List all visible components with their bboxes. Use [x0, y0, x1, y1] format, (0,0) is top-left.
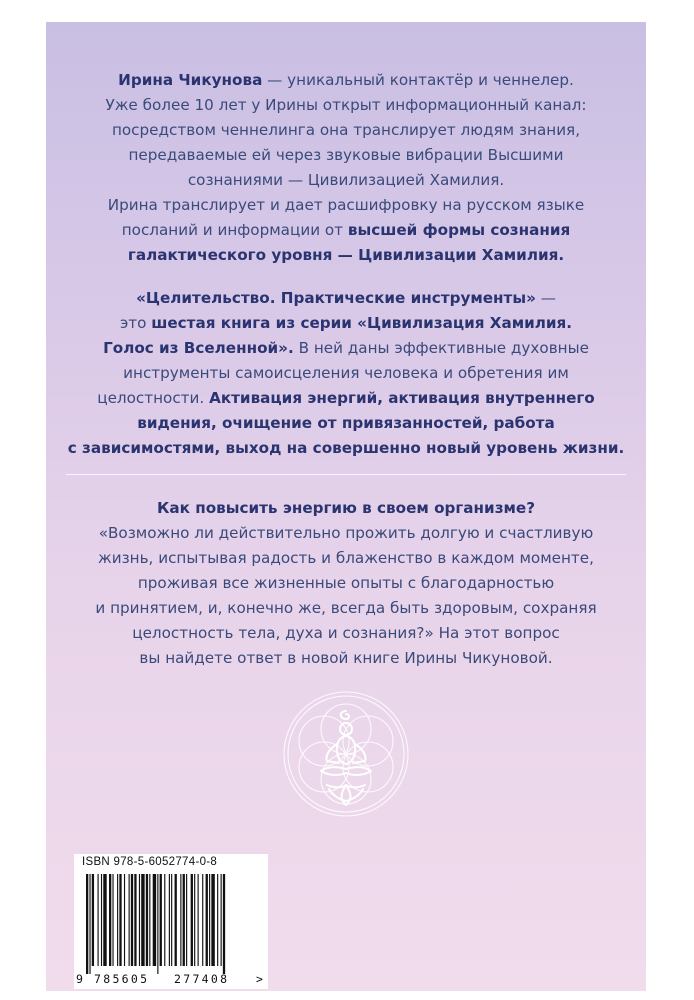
- barcode-bar: [217, 874, 218, 966]
- barcode-bar: [206, 874, 208, 966]
- barcode-bar: [117, 874, 118, 966]
- barcode-bar: [92, 874, 94, 966]
- barcode-bar: [180, 874, 181, 966]
- barcode-bar: [139, 874, 140, 966]
- author-name: Ирина Чикунова: [118, 71, 263, 89]
- barcode-bar: [164, 874, 165, 966]
- barcode-bar: [175, 874, 177, 966]
- barcode-bar: [119, 874, 121, 966]
- barcode-bar: [149, 874, 150, 966]
- book-paragraph: «Целительство. Практические инструменты» — это шестая книга из серии «Цивилизация Хамилия. Голос из Вселенной». В ней даны эффективные духовные инструменты самоисцеления человека и обретения им целостности. Активация энергий, активация внутреннего видения, очищение от привязанностей, работа с зависимостями, выход на совершенно новый уровень жизни.: [67, 289, 625, 457]
- meditation-lotus-icon: [281, 689, 411, 819]
- barcode-bar: [191, 874, 193, 966]
- barcode-bar: [211, 874, 214, 966]
- barcode-bar: [221, 874, 222, 966]
- barcode-bar: [194, 874, 195, 966]
- isbn-barcode: ISBN 978-5-6052774-0-8 9 785605 277408 >: [74, 854, 268, 989]
- divider-line: [66, 474, 626, 475]
- barcode-bar: [101, 874, 102, 966]
- barcode-bar: [171, 874, 172, 966]
- barcode-bar: [209, 874, 210, 966]
- barcode-bar: [223, 874, 225, 974]
- barcode-bar: [86, 874, 88, 974]
- barcode-bar: [198, 874, 199, 966]
- barcode-bar: [202, 874, 203, 966]
- barcode-bar: [186, 874, 187, 966]
- barcode-bar: [109, 874, 111, 966]
- barcode-bar: [146, 874, 148, 966]
- barcode-bar: [157, 874, 158, 974]
- barcode-bar: [112, 874, 113, 966]
- barcode-bar: [129, 874, 130, 966]
- barcode-bar: [160, 874, 162, 966]
- barcode-bar: [183, 874, 185, 966]
- question-heading: Как повысить энергию в своем организме?: [156, 499, 536, 517]
- barcode-bar: [134, 874, 136, 966]
- barcode-bar: [124, 874, 125, 966]
- barcode-bars: [86, 874, 258, 974]
- question-paragraph: Как повысить энергию в своем организме? «Возможно ли действительно прожить долгую и счастливую жизнь, испытывая радость и блаженство в каждом моменте, проживая все жизненные опыты с благодарностью и принятием, и, конечно же, всегда быть здоровым, сохраняя целостность тела, духа и сознания?» На этот вопрос вы найдете ответ в новой книге Ирины Чикуновой.: [46, 496, 646, 671]
- isbn-number: ISBN 978-5-6052774-0-8: [82, 856, 218, 868]
- barcode-bar: [131, 874, 133, 966]
- barcode-bar: [169, 874, 170, 966]
- barcode-bar: [98, 874, 99, 966]
- author-paragraph: Ирина Чикунова — уникальный контактёр и ченнелер. Уже более 10 лет у Ирины открыт информационный канал: посредством ченнелинга она транслирует людям знания, передаваемые ей через звуковые вибрации Высшими сознаниями — Цивилизацией Хамилия. Ирина транслирует и дает расшифровку на русском языке посланий и информации от высшей формы сознания галактического уровня — Цивилизации Хамилия.: [105, 71, 587, 264]
- barcode-bar: [153, 874, 156, 966]
- book-title: «Целительство. Практические инструменты»: [136, 289, 536, 307]
- barcode-bar: [103, 874, 106, 966]
- barcode-bar: [89, 874, 90, 974]
- back-cover: [46, 22, 646, 991]
- barcode-bar: [141, 874, 144, 966]
